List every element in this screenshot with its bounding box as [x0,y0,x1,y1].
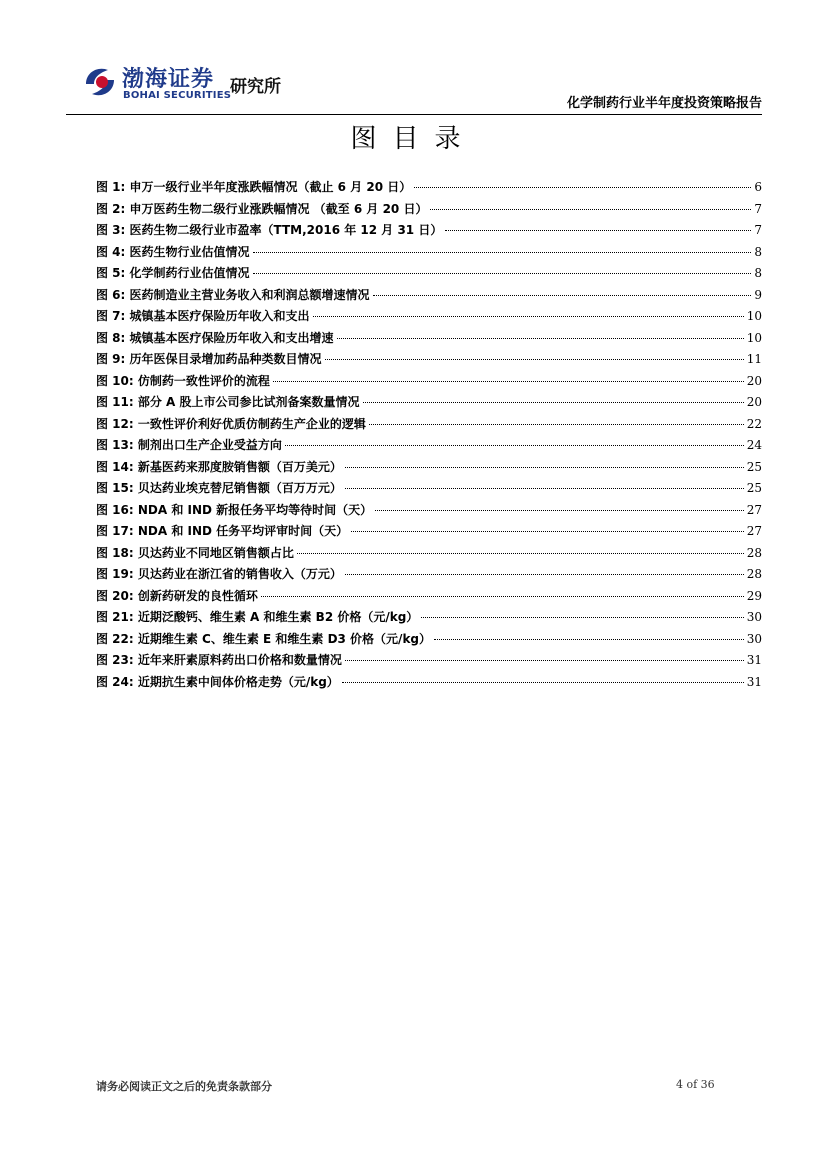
toc-entry-label: 图 20: 创新药研发的良性循环 [96,588,258,603]
toc-entry-label: 图 16: NDA 和 IND 新报任务平均等待时间（天） [96,502,373,517]
toc-leader-dots [375,510,744,511]
toc-entry[interactable] [96,393,762,415]
header-divider [66,114,762,115]
toc-leader-dots [297,553,744,554]
toc-leader-dots [337,338,744,339]
toc-entry[interactable] [96,522,762,544]
toc-leader-dots [342,682,744,683]
toc-entry[interactable] [96,178,762,200]
toc-entry-page: 8 [754,244,762,259]
toc-entry[interactable] [96,630,762,652]
toc-entry-page: 31 [746,674,762,689]
toc-leader-dots [261,596,744,597]
toc-entry-label: 图 17: NDA 和 IND 任务平均评审时间（天） [96,524,349,538]
toc-entry-page: 28 [746,545,762,560]
toc-entry[interactable] [96,565,762,587]
page-header [66,58,762,114]
toc-entry-label: 图 11: 部分 A 股上市公司参比试剂备案数量情况 [96,395,360,409]
toc-entry[interactable] [96,479,762,501]
department-label: 研究所 [230,77,281,97]
toc-leader-dots [345,574,744,575]
toc-entry-page: 8 [754,266,762,280]
toc-leader-dots [430,209,751,210]
toc-entry-label: 图 24: 近期抗生素中间体价格走势（元/kg） [96,674,339,689]
toc-entry[interactable] [96,544,762,566]
toc-entry-page: 20 [746,373,762,388]
toc-entry-page: 31 [746,653,762,667]
toc-entry-label: 图 1: 申万一级行业半年度涨跌幅情况（截止 6 月 20 日） [96,180,412,194]
toc-entry-label: 图 22: 近期维生素 C、维生素 E 和维生素 D3 价格（元/kg） [96,631,432,646]
toc-entry-label: 图 8: 城镇基本医疗保险历年收入和支出增速 [96,330,334,345]
toc-leader-dots [325,359,744,360]
toc-leader-dots [351,531,744,532]
toc-leader-dots [253,252,752,253]
figure-list [96,178,762,694]
toc-entry[interactable] [96,286,762,308]
toc-entry[interactable] [96,200,762,222]
toc-entry[interactable] [96,651,762,673]
toc-entry[interactable] [96,372,762,394]
brand-name-cn: 渤海证券 [122,67,215,92]
toc-entry-label: 图 12: 一致性评价利好优质仿制药生产企业的逻辑 [96,416,366,431]
toc-entry-page: 29 [746,588,762,603]
toc-leader-dots [345,488,744,489]
toc-entry[interactable] [96,458,762,480]
toc-entry[interactable] [96,243,762,265]
toc-entry-page: 20 [746,395,762,409]
toc-entry-page: 30 [746,610,762,624]
toc-entry-label: 图 6: 医药制造业主营业务收入和利润总额增速情况 [96,287,370,302]
toc-leader-dots [273,381,744,382]
toc-entry[interactable] [96,415,762,437]
toc-entry[interactable] [96,608,762,630]
toc-entry-page: 6 [754,180,762,194]
toc-entry[interactable] [96,264,762,286]
toc-entry[interactable] [96,673,762,695]
disclaimer-note: 请务必阅读正文之后的免责条款部分 [96,1080,272,1093]
toc-leader-dots [369,424,744,425]
toc-entry[interactable] [96,221,762,243]
toc-leader-dots [414,187,751,188]
toc-leader-dots [373,295,752,296]
toc-leader-dots [421,617,743,618]
page-number: 4 of 36 [676,1078,715,1091]
toc-entry[interactable] [96,436,762,458]
toc-entry-page: 7 [754,223,762,237]
toc-entry-page: 10 [746,330,762,345]
toc-entry-page: 30 [746,631,762,646]
toc-entry-label: 图 9: 历年医保目录增加药品种类数目情况 [96,352,322,366]
toc-entry-page: 27 [746,502,762,517]
toc-entry-page: 24 [746,438,762,452]
toc-entry-label: 图 13: 制剂出口生产企业受益方向 [96,438,282,452]
toc-entry-label: 图 4: 医药生物行业估值情况 [96,244,250,259]
toc-entry-label: 图 15: 贝达药业埃克替尼销售额（百万万元） [96,481,342,495]
toc-entry-page: 7 [754,201,762,216]
toc-entry-label: 图 18: 贝达药业不同地区销售额占比 [96,545,294,560]
toc-entry-page: 25 [746,459,762,474]
toc-entry-label: 图 7: 城镇基本医疗保险历年收入和支出 [96,309,310,323]
toc-leader-dots [445,230,751,231]
toc-entry[interactable] [96,329,762,351]
toc-entry-page: 28 [746,567,762,581]
toc-leader-dots [345,660,744,661]
toc-leader-dots [363,402,744,403]
toc-entry-page: 27 [746,524,762,538]
toc-entry[interactable] [96,587,762,609]
toc-leader-dots [434,639,744,640]
toc-entry[interactable] [96,350,762,372]
toc-entry-page: 9 [754,287,762,302]
toc-entry-label: 图 14: 新基医药来那度胺销售额（百万美元） [96,459,342,474]
toc-entry-label: 图 5: 化学制药行业估值情况 [96,266,250,280]
toc-entry-label: 图 10: 仿制药一致性评价的流程 [96,373,270,388]
bohai-logo-icon [80,62,120,102]
toc-entry-page: 10 [746,309,762,323]
report-title: 化学制药行业半年度投资策略报告 [566,96,762,111]
toc-entry[interactable] [96,501,762,523]
page-title: 图目录 [350,124,477,154]
toc-entry-page: 25 [746,481,762,495]
toc-leader-dots [253,273,752,274]
toc-entry[interactable] [96,307,762,329]
toc-entry-label: 图 3: 医药生物二级行业市盈率（TTM,2016 年 12 月 31 日） [96,223,443,237]
toc-leader-dots [285,445,744,446]
toc-entry-label: 图 2: 申万医药生物二级行业涨跌幅情况 （截至 6 月 20 日） [96,201,428,216]
toc-entry-label: 图 21: 近期泛酸钙、维生素 A 和维生素 B2 价格（元/kg） [96,610,419,624]
toc-leader-dots [313,316,744,317]
toc-entry-page: 11 [746,352,762,366]
toc-leader-dots [345,467,744,468]
toc-entry-label: 图 19: 贝达药业在浙江省的销售收入（万元） [96,567,342,581]
toc-entry-page: 22 [746,416,762,431]
brand-name-en: BOHAI SECURITIES [123,90,232,101]
toc-entry-label: 图 23: 近年来肝素原料药出口价格和数量情况 [96,653,342,667]
